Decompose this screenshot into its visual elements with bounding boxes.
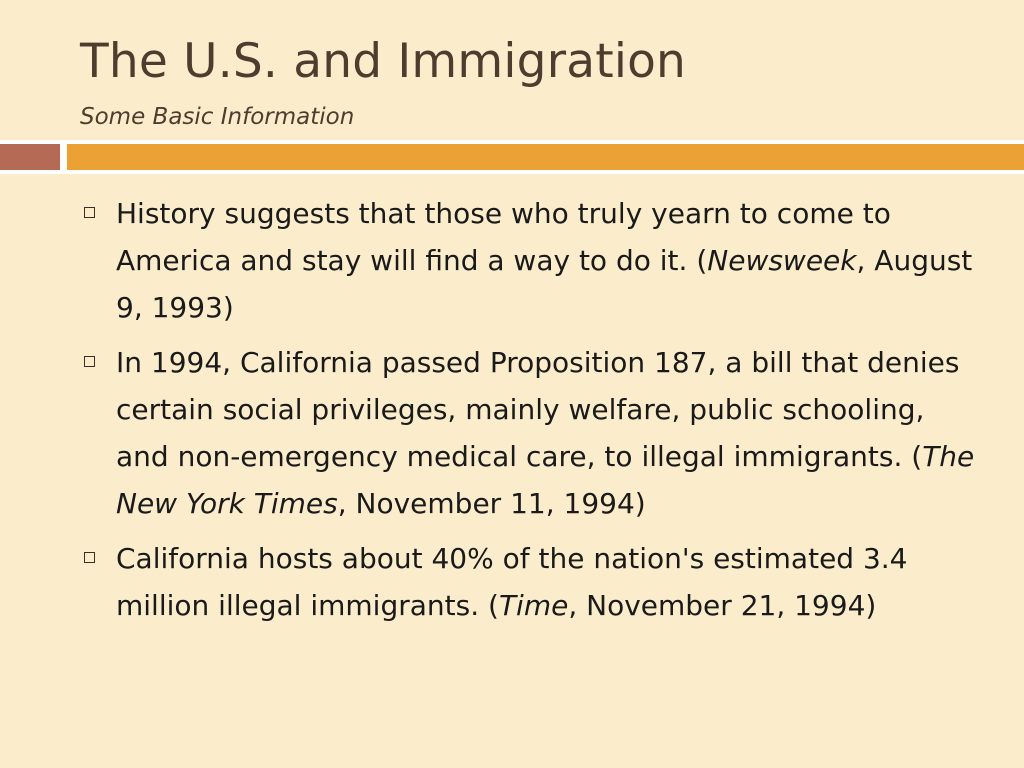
slide-title: The U.S. and Immigration <box>80 34 687 89</box>
divider-band-left <box>0 144 60 170</box>
bullet-list <box>80 190 980 637</box>
square-bullet-icon <box>84 552 95 563</box>
divider-line-bottom <box>0 170 1024 174</box>
slide-subtitle: Some Basic Information <box>80 104 355 130</box>
bullet-text: In 1994, California passed Proposition 187, a bill that denies certain social privileges, mainly welfare, public schooling, and non-emergency medical care, to illegal immigrants. ( <box>116 346 960 473</box>
bullet-tail: , August 9, 1993) <box>116 244 973 324</box>
bullet-tail: , November 21, 1994) <box>568 589 877 622</box>
square-bullet-icon <box>84 356 95 367</box>
divider-gap <box>60 140 67 174</box>
bullet-text: History suggests that those who truly yearn to come to America and stay will find a way to do it. ( <box>116 197 891 277</box>
bullet-item <box>80 190 980 331</box>
bullet-item <box>80 339 980 527</box>
bullet-source: Time <box>498 589 569 622</box>
square-bullet-icon <box>84 207 95 218</box>
bullet-source: Newsweek <box>707 244 857 277</box>
bullet-text: California hosts about 40% of the nation's estimated 3.4 million illegal immigrants. ( <box>116 542 908 622</box>
bullet-item <box>80 535 980 629</box>
bullet-tail: , November 11, 1994) <box>337 487 646 520</box>
divider-band-right <box>67 144 1024 170</box>
bullet-source: The New York Times <box>116 440 975 520</box>
